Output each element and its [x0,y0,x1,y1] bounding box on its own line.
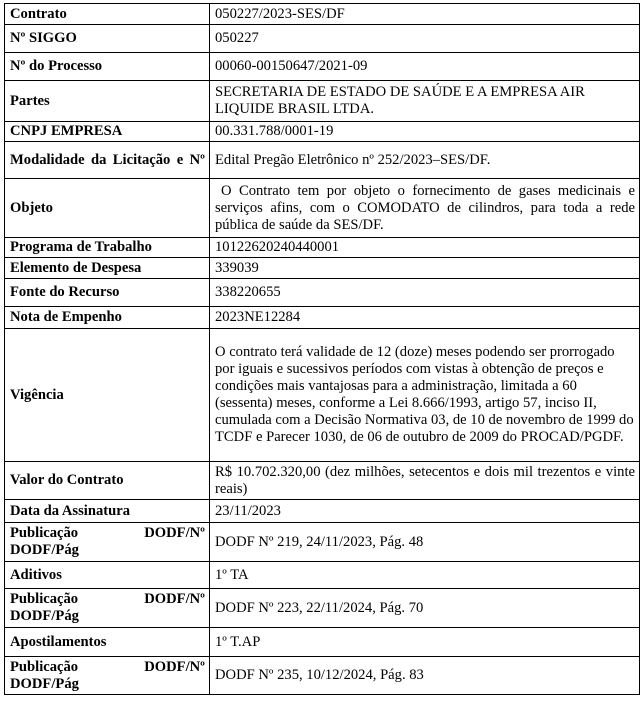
row-label: Nº SIGGO [5,25,210,53]
publication-label-line [10,591,205,608]
dodf-number-label: DODF/Nº [144,525,205,541]
publication-label: Publicação [10,525,79,541]
row-label: Vigência [5,329,210,462]
table-row [5,238,640,258]
row-value: Edital Pregão Eletrônico nº 252/2023–SES/DF. [210,142,640,179]
table-row [5,657,640,695]
row-label: Nº do Processo [5,53,210,81]
publication-label-line [10,525,205,542]
table-row [5,4,640,25]
table-row [5,81,640,122]
row-value: 339039 [210,258,640,279]
row-label: Programa de Trabalho [5,238,210,258]
row-label: Partes [5,81,210,122]
row-label: Modalidade da Licitação e Nº [5,142,210,179]
row-value: O contrato terá validade de 12 (doze) meses podendo ser prorrogado por iguais e sucessivos períodos com vistas à obtenção de preços e condições mais vantajosas para a administração, limitada a 60 (sessenta) meses, conforme a Lei 8.666/1993, artigo 57, inciso II, cumulada com a Decisão Normativa 03, de 10 de novembro de 1999 do TCDF e Parecer 1030, de 06 de outubro de 2009 do PROCAD/PGDF. [210,329,640,462]
row-label [5,657,210,695]
dodf-page-label: DODF/Pág [10,675,79,692]
row-value: DODF Nº 219, 24/11/2023, Pág. 48 [210,523,640,562]
table-row [5,179,640,238]
row-value: 23/11/2023 [210,500,640,523]
table-row [5,25,640,53]
row-value: 10122620240440001 [210,238,640,258]
row-label: Valor do Contrato [5,462,210,500]
table-row [5,329,640,462]
table-row [5,122,640,142]
table-row [5,589,640,628]
row-label: Aditivos [5,562,210,589]
row-value: R$ 10.702.320,00 (dez milhões, setecentos e dois mil trezentos e vinte reais) [210,462,640,500]
table-row [5,307,640,329]
dodf-number-label: DODF/Nº [144,591,205,607]
table-row [5,279,640,307]
row-label: Elemento de Despesa [5,258,210,279]
row-value: 00.331.788/0001-19 [210,122,640,142]
row-value: 2023NE12284 [210,307,640,329]
row-value: 1º T.AP [210,628,640,657]
publication-label-line [10,659,205,676]
table-row [5,53,640,81]
row-value: DODF Nº 223, 22/11/2024, Pág. 70 [210,589,640,628]
row-label: Objeto [5,179,210,238]
row-value: DODF Nº 235, 10/12/2024, Pág. 83 [210,657,640,695]
row-label [5,589,210,628]
row-value: 050227/2023-SES/DF [210,4,640,25]
row-value: 050227 [210,25,640,53]
table-row [5,258,640,279]
contract-summary-table [4,3,640,695]
row-value: 00060-00150647/2021-09 [210,53,640,81]
row-label: Data da Assinatura [5,500,210,523]
dodf-number-label: DODF/Nº [144,658,205,675]
row-label: Fonte do Recurso [5,279,210,307]
table-row [5,628,640,657]
row-value: O Contrato tem por objeto o fornecimento de gases medicinais e serviços afins, com o COMODATO de cilindros, para toda a rede pública de saúde da SES/DF. [210,179,640,238]
dodf-page-label: DODF/Pág [10,608,79,624]
publication-label: Publicação [10,591,79,607]
row-label: Apostilamentos [5,628,210,657]
row-label [5,523,210,562]
dodf-page-label: DODF/Pág [10,542,79,558]
publication-label: Publicação [10,658,79,675]
row-label: CNPJ EMPRESA [5,122,210,142]
row-label: Nota de Empenho [5,307,210,329]
row-label: Contrato [5,4,210,25]
row-value: SECRETARIA DE ESTADO DE SAÚDE E A EMPRESA AIR LIQUIDE BRASIL LTDA. [210,81,640,122]
table-row [5,462,640,500]
row-value: 1º TA [210,562,640,589]
table-row [5,500,640,523]
table-row [5,562,640,589]
table-row [5,142,640,179]
table-row [5,523,640,562]
row-value: 338220655 [210,279,640,307]
